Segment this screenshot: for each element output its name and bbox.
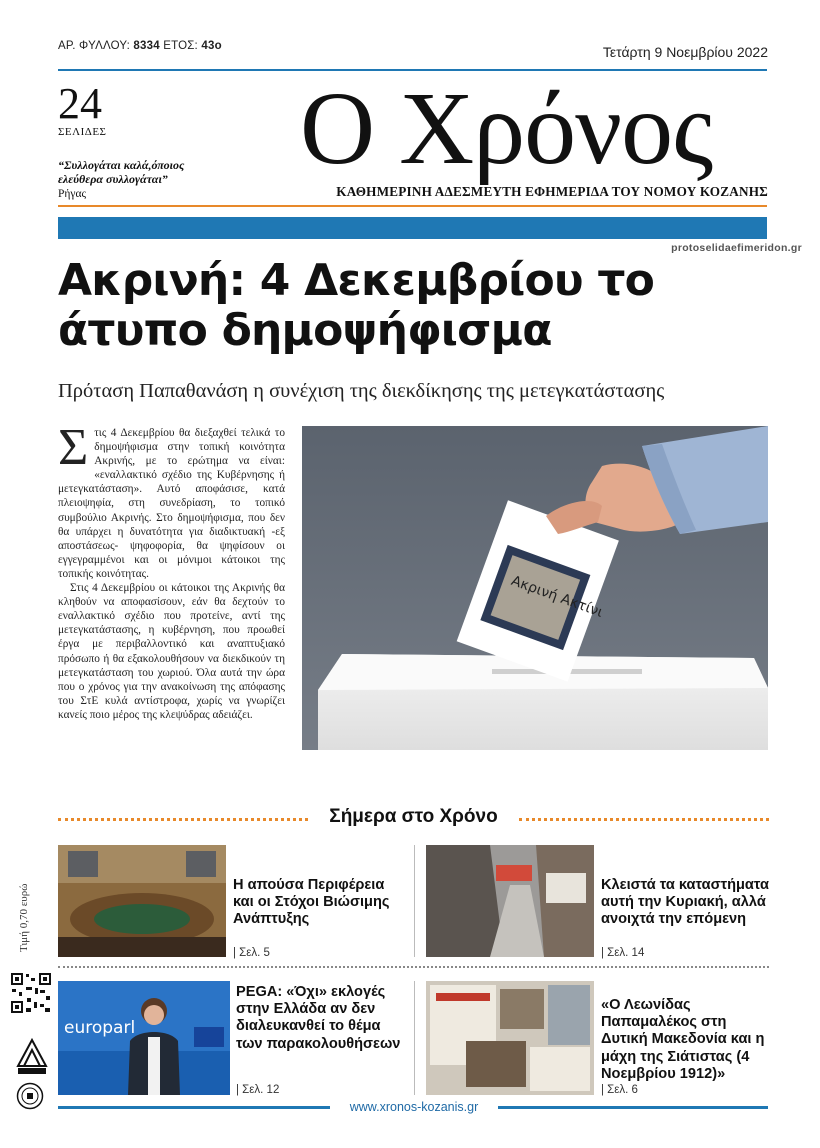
shopping-street-photo [426, 845, 594, 957]
teaser-page: | Σελ. 6 [601, 1084, 638, 1096]
ballot-text: Ακρινή Ακτίνι [509, 572, 605, 621]
teaser-photo-papamalekos[interactable] [426, 981, 594, 1095]
teaser-page: | Σελ. 14 [601, 947, 645, 959]
council-meeting-photo [58, 845, 226, 957]
orange-rule [58, 205, 767, 207]
europarl-speaker-photo [58, 981, 230, 1095]
issue-number: 8334 [133, 40, 160, 52]
article-paragraph: Στις 4 Δεκεμβρίου οι κάτοικοι της Ακρινής θα κληθούν να αποφασίσουν, εάν θα δεχτούν το εναλλακτικό σχέδιο που προτείνε, αντί της μετεγκατάστασης, η κυβέρνηση, που προωθεί έργα με περιβαλλοντικό και αναπτυξιακό πρόσωπο ή θα εξακολουθήσουν να διεκδικούν τη μετεγκατάσταση του χωριού. Όλα αυτά την ώρα που ο χρόνος για την ανακοίνωση της απόφασης του ΣτΕ κυλά αντίστροφα, χωρίς να γνωρίζει κανείς ποιο μέρος της κλεψύδρας αδειάζει. [58, 582, 285, 721]
lead-headline[interactable]: Ακρινή: 4 Δεκεμβρίου το άτυπο δημοψήφισμα [58, 255, 655, 356]
teaser-title[interactable]: PEGA: «Όχι» εκλογές στην Ελλάδα αν δεν διαλευκανθεί το θέμα των παρακολουθήσεων [236, 984, 401, 1052]
footer-website-link[interactable]: www.xronos-kozanis.gr [349, 1100, 479, 1114]
section-dots-right [519, 818, 769, 821]
footer-rule-left [58, 1106, 330, 1109]
lead-article [58, 419, 285, 722]
price-label: Τιμή 0,70 ευρώ [18, 883, 30, 952]
newspaper-collage-photo [426, 981, 594, 1095]
teaser-title[interactable]: Κλειστά τα καταστήματα αυτή την Κυριακή, αλλά ανοιχτά την επόμενη [601, 877, 769, 928]
teaser-page: | Σελ. 5 [233, 947, 270, 959]
teaser-photo-council[interactable] [58, 845, 226, 957]
europarl-backdrop-text: europarl [64, 1018, 136, 1038]
motto-quote: “Συλλογάται καλά,όποιος ελεύθερα συλλογάται” [58, 158, 185, 186]
pages-label: ΣΕΛΙΔΕΣ [58, 126, 107, 138]
motto-author: Ρήγας [58, 188, 87, 200]
footer-rule-right [498, 1106, 768, 1109]
lead-photo[interactable] [302, 426, 768, 750]
pages-count: 24 [58, 79, 102, 128]
issue-date: Τετάρτη 9 Νοεμβρίου 2022 [602, 44, 768, 60]
issue-year: 43ο [201, 40, 222, 52]
lead-subhead: Πρόταση Παπαθανάση η συνέχιση της διεκδίκησης της μετεγκατάστασης [58, 380, 665, 402]
qr-code-icon[interactable] [10, 972, 52, 1014]
teaser-page: | Σελ. 12 [236, 1084, 280, 1096]
postal-logo-icon [14, 1036, 50, 1076]
issue-info: ΑΡ. ΦΥΛΛΟΥ: 8334 ΕΤΟΣ: 43ο [58, 40, 222, 52]
teaser-divider [414, 845, 415, 957]
teaser-title[interactable]: «Ο Λεωνίδας Παπαμαλέκος στη Δυτική Μακεδονία και η μάχη της Σιάτιστας (4 Νοεμβρίου 1912)» [601, 997, 765, 1082]
teaser-row-divider [58, 966, 769, 968]
section-heading [58, 806, 769, 830]
teaser-photo-europarl[interactable] [58, 981, 230, 1095]
article-paragraph: Στις 4 Δεκεμβρίου θα διεξαχθεί τελικά το δημοψήφισμα στην τοπική κοινότητα Ακρινής, με το ερώτημα να είναι: «εναλλακτικό σχέδιο της Κυβέρνησης ή μετεγκατάσταση». Αυτό αποφάσισε, κατά πλειοψηφία, στη συνεδρίαση, το τοπικό συμβούλιο Ακρινής. Στο δημοψήφισμα, που δεν θα υπάρχει η δυνατότητα για διαδικτυακή -εξ αποστάσεως- ψηφοφορία, θα ψηφίσουν οι εγγεγραμμένοι και οι μόνιμοι κάτοικοι της τοπικής κοινότητας. [58, 419, 285, 580]
ballot-box-illustration [302, 426, 768, 750]
newspaper-tagline: ΚΑΘΗΜΕΡΙΝΗ ΑΔΕΣΜΕΥΤΗ ΕΦΗΜΕΡΙΔΑ ΤΟΥ ΝΟΜΟΥ ΚΟΖΑΝΗΣ [336, 184, 768, 199]
teaser-divider [414, 981, 415, 1095]
drop-cap: Σ [58, 419, 89, 476]
source-watermark: protoselidaefimeridon.gr [671, 242, 802, 254]
blue-band [58, 217, 767, 239]
teaser-title[interactable]: Η απούσα Περιφέρεια και οι Στόχοι Βιώσιμης Ανάπτυξης [233, 877, 390, 928]
section-title: Σήμερα στο Χρόνο [329, 806, 498, 827]
publisher-seal-icon [16, 1082, 44, 1110]
newspaper-title: Ο Χρόνος [300, 71, 713, 186]
teaser-photo-street[interactable] [426, 845, 594, 957]
